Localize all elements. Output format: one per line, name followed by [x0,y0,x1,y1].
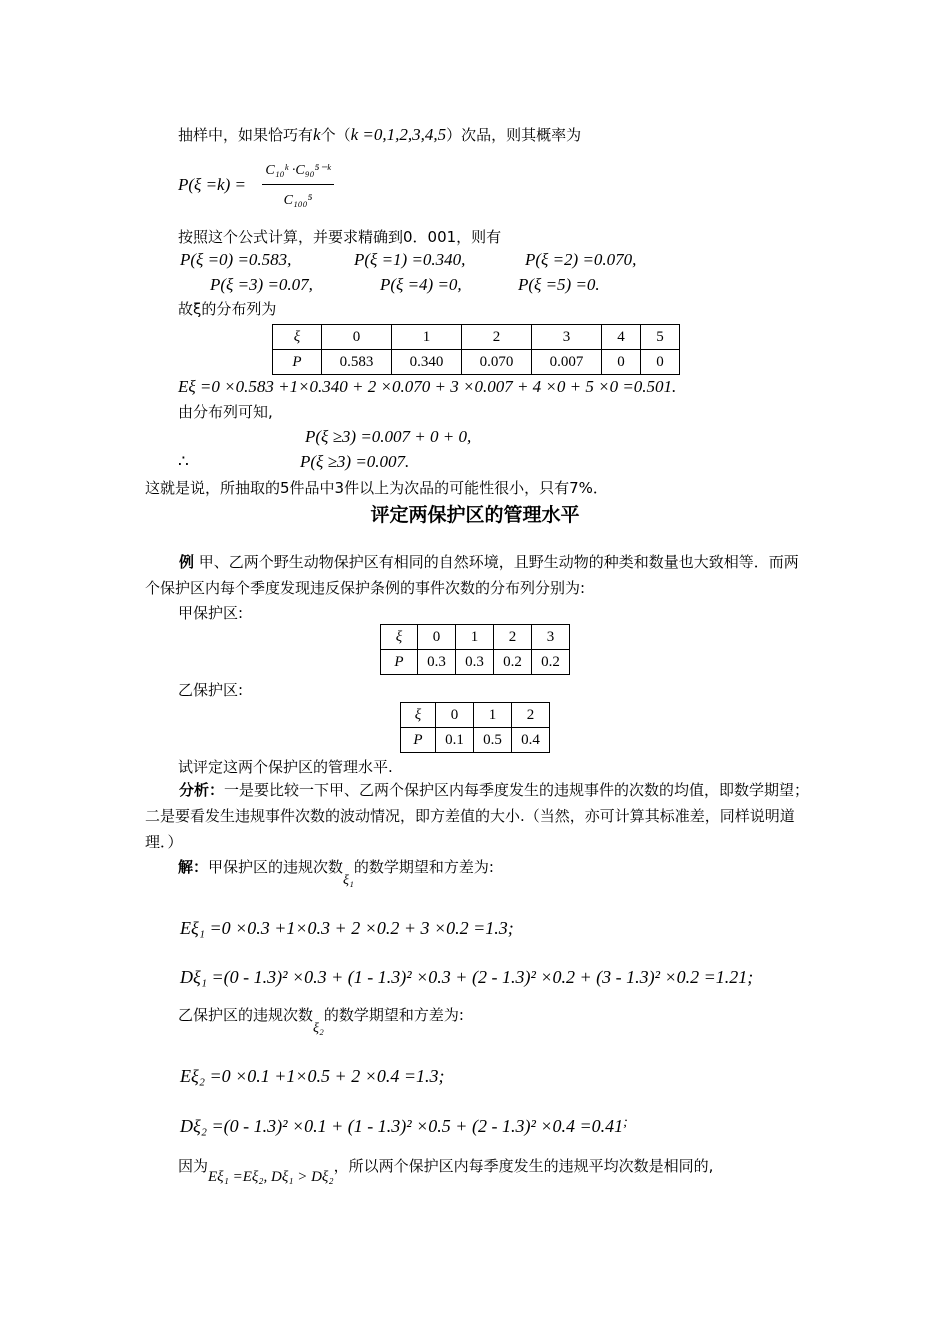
table-cell: P [381,650,418,675]
analysis-text: 一是要比较一下甲、乙两个保护区内每季度发生的违规事件的次数的均值，即数学期望；二是要看发生违规事件次数的波动情况，即方差值的大小.（当然，亦可计算其标准差，同样说明道理．） [145,781,810,851]
expectation-xi2: Eξ₂ =0 ×0.1 +1×0.5 + 2 ×0.4 =1.3; [180,1066,445,1086]
table-cell: 3 [532,325,602,350]
table-cell: 3 [532,625,570,650]
table-cell: 2 [462,325,532,350]
xi2-variable: ξ₂ [313,1021,324,1036]
variance-xi2-tail: ; [623,1115,628,1130]
table-cell: 0.5 [474,728,512,753]
zone-b-stats-line [178,1005,464,1036]
table-cell: ξ [381,625,418,650]
variance-xi1: Dξ₁ =(0 - 1.3)² ×0.3 + (1 - 1.3)² ×0.3 + (2 - 1.3)² ×0.2 + (3 - 1.3)² ×0.2 =1.21; [180,967,754,987]
formula-numerator: C₁₀ᵏ ·C₉₀⁵⁻ᵏ [265,163,331,178]
table-cell: 0.070 [462,350,532,375]
expectation-line: Eξ =0 ×0.583 +1×0.340 + 2 ×0.070 + 3 ×0.007 + 4 ×0 + 5 ×0 =0.501. [178,377,677,396]
example-label: 例 [179,553,195,571]
table-row [401,703,550,728]
table-cell: 0.4 [512,728,550,753]
dist-caption: 故ξ的分布列为 [178,300,277,318]
expectation-xi1: Eξ₁ =0 ×0.3 +1×0.3 + 2 ×0.2 + 3 ×0.2 =1.3; [180,918,514,938]
solution-line [178,857,494,888]
example-text: 甲、乙两个野生动物保护区有相同的自然环境，且野生动物的种类和数量也大致相等．而两个保护区内每个季度发现违反保护条例的事件次数的分布列分别为: [145,553,799,597]
prob-xi-1: P(ξ =1) =0.340, [354,250,466,269]
formula-lhs: P(ξ =k) = [178,175,246,194]
because-condition: Eξ₁ =Eξ₂, Dξ₁ > Dξ₂ [208,1169,334,1185]
k-range: k =0,1,2,3,4,5 [350,125,447,144]
intro-text-post: ）次品，则其概率为 [446,126,582,144]
zone-b-text-pre: 乙保护区的违规次数 [178,1006,314,1024]
because-text-pre: 因为 [178,1157,209,1175]
solution-text-post: 的数学期望和方差为: [353,858,494,876]
table-cell: 1 [456,625,494,650]
zone-b-text-post: 的数学期望和方差为: [323,1006,464,1024]
intro-text-mid: 个（ [320,126,351,144]
table-cell: 0.007 [532,350,602,375]
prob-xi-2: P(ξ =2) =0.070, [525,250,637,269]
p-ge-3-sum: P(ξ ≥3) =0.007 + 0 + 0, [305,427,472,446]
zone-b-label: 乙保护区: [178,681,244,699]
intro-line [178,125,581,145]
solution-text-pre: 甲保护区的违规次数 [208,858,344,876]
example-paragraph [145,549,810,601]
table-row [381,650,570,675]
because-text-post: ，所以两个保护区内每季度发生的违规平均次数是相同的, [333,1157,714,1175]
distribution-table-zone-a [380,624,570,675]
table-cell: 0 [418,625,456,650]
k-variable: k [313,125,321,144]
table-cell: 0.3 [418,650,456,675]
table-cell: 0.3 [456,650,494,675]
table-cell: 0.2 [494,650,532,675]
table-row [401,728,550,753]
table-cell: P [273,350,322,375]
section-title: 评定两保护区的管理水平 [370,504,580,526]
because-line [178,1156,714,1185]
table-cell: P [401,728,436,753]
intro-text-pre: 抽样中，如果恰巧有 [178,126,314,144]
variance-xi2-expr: Dξ₂ =(0 - 1.3)² ×0.1 + (1 - 1.3)² ×0.5 + (2 - 1.3)² ×0.4 =0.41 [180,1116,624,1136]
table-row [381,625,570,650]
distribution-table-1 [272,324,680,375]
table-cell: 2 [494,625,532,650]
analysis-label: 分析： [179,781,225,799]
table-cell: 0 [322,325,392,350]
prob-xi-5: P(ξ =5) =0. [518,275,600,294]
table-cell: 0.1 [436,728,474,753]
prob-xi-4: P(ξ =4) =0, [380,275,462,294]
from-dist-text: 由分布列可知, [178,403,273,421]
table-cell: 0.340 [392,350,462,375]
conclusion-text: 这就是说，所抽取的5件品中3件以上为次品的可能性很小，只有7%． [145,479,608,497]
table-cell: ξ [273,325,322,350]
table-cell: 5 [641,325,680,350]
calc-line: 按照这个公式计算，并要求精确到0．001，则有 [178,228,502,246]
xi1-variable: ξ₁ [343,873,354,888]
zone-a-label: 甲保护区: [178,604,244,622]
table-row [273,325,680,350]
table-cell: 0 [641,350,680,375]
fraction-bar [262,184,334,185]
prob-xi-3: P(ξ =3) =0.07, [210,275,313,294]
variance-xi2 [180,1116,628,1139]
table-cell: 1 [392,325,462,350]
formula-denominator: C₁₀₀⁵ [283,193,313,208]
table-cell: 4 [602,325,641,350]
table-row [273,350,680,375]
prob-xi-0: P(ξ =0) =0.583, [180,250,292,269]
table-cell: ξ [401,703,436,728]
table-cell: 0 [436,703,474,728]
table-cell: 2 [512,703,550,728]
p-ge-3-result: P(ξ ≥3) =0.007. [300,452,410,471]
therefore-symbol: ∴ [178,452,189,471]
table-cell: 1 [474,703,512,728]
question-text: 试评定这两个保护区的管理水平. [178,758,393,776]
table-cell: 0.583 [322,350,392,375]
table-cell: 0 [602,350,641,375]
distribution-table-zone-b [400,702,550,753]
solution-label: 解： [178,858,209,876]
analysis-paragraph [145,777,810,855]
table-cell: 0.2 [532,650,570,675]
